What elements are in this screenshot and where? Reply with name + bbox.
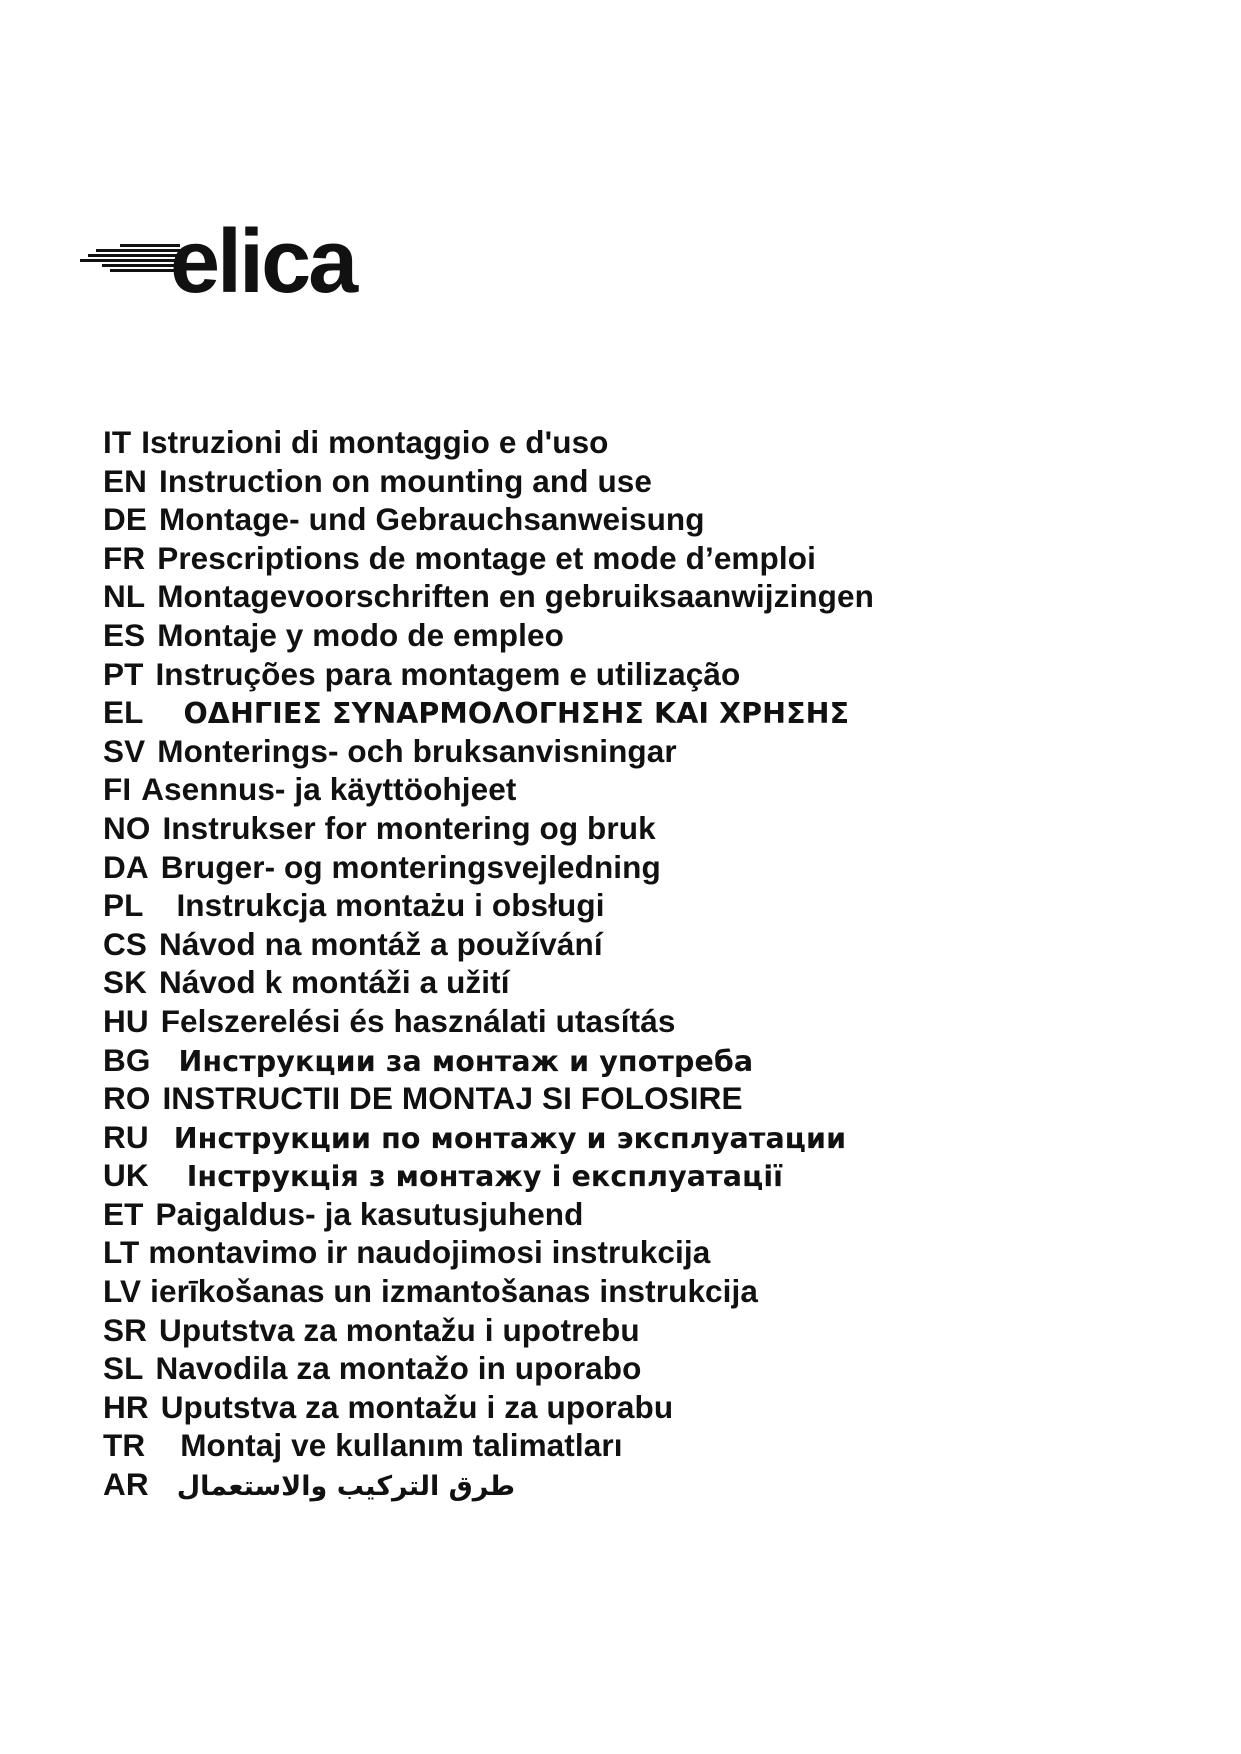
language-row-fr [103, 539, 1203, 578]
language-title: Felszerelési és használati utasítás [160, 1002, 676, 1039]
language-title: Uputstva za montažu i upotrebu [158, 1311, 640, 1348]
elica-logo [80, 212, 430, 302]
language-row-lt [103, 1233, 1203, 1272]
language-title: Montage- und Gebrauchsanweisung [158, 501, 705, 538]
language-code: EN [103, 462, 147, 499]
language-list [103, 423, 1203, 1504]
language-title: Instrukser for montering og bruk [162, 809, 656, 846]
language-row-cs [103, 925, 1203, 964]
language-title: Инструкции за монтаж и употреба [178, 1044, 754, 1078]
language-title: montavimo ir naudojimosi instrukcija [148, 1234, 711, 1271]
language-row-fi [103, 770, 1203, 809]
language-title: Instruction on mounting and use [158, 462, 653, 499]
language-row-pl [103, 886, 1203, 925]
language-row-it [103, 423, 1203, 462]
language-title: Prescriptions de montage et mode d’emploi [157, 539, 816, 576]
language-code: FR [103, 539, 146, 576]
language-code: CS [103, 925, 147, 962]
language-code: FI [103, 771, 132, 808]
language-row-sv [103, 732, 1203, 771]
language-row-nl [103, 577, 1203, 616]
language-title: طرق التركيب والاستعمال [176, 1471, 516, 1503]
language-title: Uputstva za montažu i za uporabu [160, 1388, 674, 1425]
language-row-es [103, 616, 1203, 655]
language-code: NL [103, 578, 146, 615]
language-row-et [103, 1195, 1203, 1234]
language-row-no [103, 809, 1203, 848]
language-row-bg [103, 1041, 1203, 1080]
language-code: SR [103, 1311, 147, 1348]
logo-wordmark: elica [170, 212, 356, 302]
language-code: UK [103, 1157, 149, 1194]
language-code: BG [103, 1041, 151, 1078]
language-title: Istruzioni di montaggio e d'uso [141, 424, 609, 460]
language-title: Návod k montáži a užití [158, 964, 510, 1001]
elica-logo-graphic [80, 212, 430, 302]
language-row-sk [103, 963, 1203, 1002]
language-row-ro [103, 1079, 1203, 1118]
language-row-ru [103, 1118, 1203, 1157]
language-title: ΟΔΗΓΙΕΣ ΣΥΝΑΡΜΟΛΟΓΗΣΗΣ ΚΑΙ ΧΡΗΣΗΣ [183, 697, 850, 731]
language-code: RO [103, 1080, 151, 1117]
language-row-tr [103, 1426, 1203, 1465]
language-title: Montaj ve kullanım talimatları [180, 1427, 623, 1464]
language-code: HR [103, 1388, 149, 1425]
language-title: Návod na montáž a používání [158, 925, 603, 962]
language-code: DA [103, 848, 149, 885]
language-title: Bruger- og monteringsvejledning [160, 848, 661, 885]
language-title: Instrukcja montażu i obsługi [176, 887, 605, 924]
language-title: Instruções para montagem e utilização [155, 655, 741, 692]
language-code: LT [103, 1234, 140, 1271]
speed-lines-icon [80, 244, 180, 272]
language-row-lv [103, 1272, 1203, 1311]
language-code: IT [103, 424, 132, 460]
language-row-pt [103, 655, 1203, 694]
language-code: ES [103, 616, 146, 653]
language-code: HU [103, 1002, 149, 1039]
language-code: PT [103, 655, 144, 692]
language-row-sl [103, 1349, 1203, 1388]
language-title: Інструкція з монтажу і експлуатації [186, 1160, 784, 1194]
language-code: ET [103, 1195, 144, 1232]
language-title: Montagevoorschriften en gebruiksaanwijzingen [157, 578, 874, 615]
language-code: TR [103, 1427, 146, 1464]
language-row-en [103, 462, 1203, 501]
language-title: Paigaldus- ja kasutusjuhend [155, 1195, 584, 1232]
language-row-ar [103, 1465, 1203, 1504]
language-code: SV [103, 732, 146, 769]
language-row-de [103, 500, 1203, 539]
language-code: SK [103, 964, 147, 1001]
language-code: LV [103, 1273, 142, 1310]
language-title: ierīkošanas un izmantošanas instrukcija [150, 1273, 759, 1310]
language-title: Monterings- och bruksanvisningar [157, 732, 677, 769]
language-title: INSTRUCTII DE MONTAJ SI FOLOSIRE [162, 1080, 743, 1117]
language-title: Asennus- ja käyttöohjeet [141, 771, 517, 808]
language-code: DE [103, 501, 147, 538]
language-title: Инструкции по монтажу и эксплуатации [173, 1121, 847, 1155]
language-row-da [103, 848, 1203, 887]
language-row-uk [103, 1156, 1203, 1195]
language-code: NO [103, 809, 151, 846]
language-code: RU [103, 1118, 149, 1155]
language-code: EL [103, 694, 144, 731]
language-code: PL [103, 887, 144, 924]
language-row-el [103, 693, 1203, 732]
language-title: Navodila za montažo in uporabo [155, 1350, 642, 1387]
language-row-sr [103, 1311, 1203, 1350]
language-code: SL [103, 1350, 144, 1387]
language-row-hr [103, 1388, 1203, 1427]
language-code: AR [103, 1466, 149, 1503]
language-title: Montaje y modo de empleo [157, 616, 564, 653]
language-row-hu [103, 1002, 1203, 1041]
